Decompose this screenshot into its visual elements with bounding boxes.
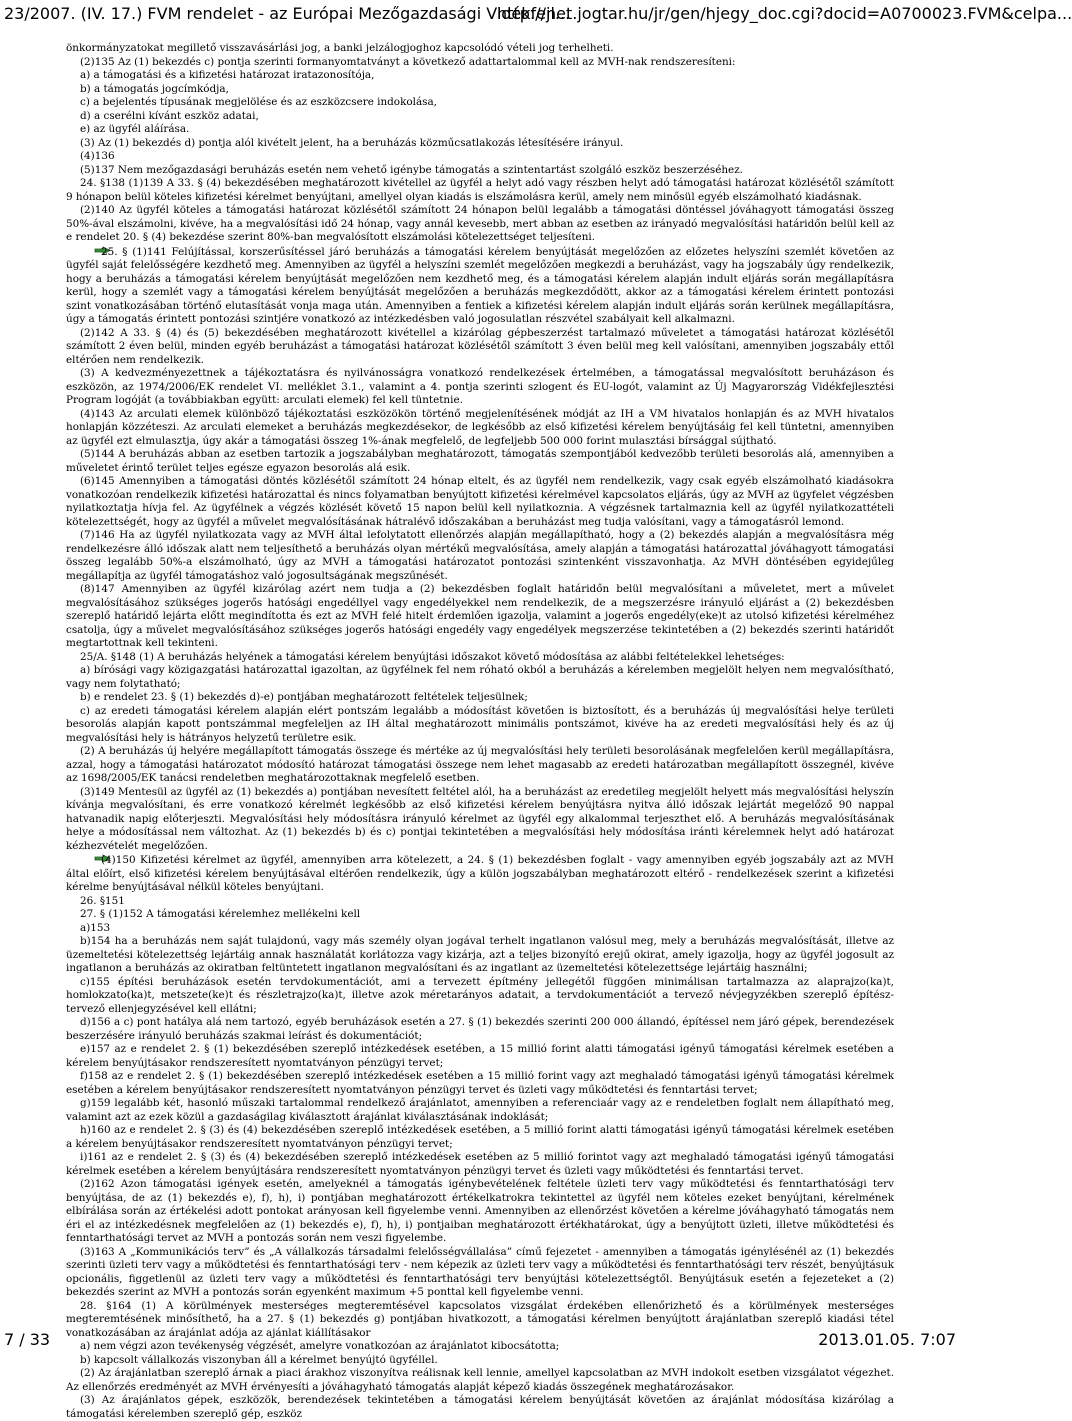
paragraph-text: e)157 az e rendelet 2. § (1) bekezdésében szereplő intézkedések esetében, a 15 millió forint alatti támogatási igényű támogatási kérelmek esetében a kérelem benyújtásakor rendszeresített nyomtatványon pénzügyi tervet;	[66, 1043, 894, 1069]
paragraph	[66, 1178, 894, 1246]
paragraph	[66, 367, 894, 408]
pointing-hand-icon[interactable]	[80, 853, 98, 864]
paragraph	[66, 408, 894, 449]
paragraph	[66, 745, 894, 786]
paragraph-text: (5)144 A beruházás abban az esetben tartozik a jogszabályban meghatározott, támogatás szempontjából kedvezőbb területi besorolás alá, amennyiben a műveletet érintő terület teljes egésze egyazon besorolás alá esik.	[66, 448, 894, 474]
paragraph-text: (3) A kedvezményezettnek a tájékoztatásra és nyilvánosságra vonatkozó rendelkezések értelmében, a támogatással megvalósított beruházáson és eszközön, az 1974/2006/EK rendelet VI. melléklet 3.1., valamint a 4. pontja szerinti szlogent és EU-logót, valamint az Új Magyarország Vidékfejlesztési Program logóját (a továbbiakban együtt: arculati elemek) fel kell tüntetnie.	[66, 367, 894, 406]
paragraph	[66, 1070, 894, 1097]
browser-print-footer	[0, 1324, 960, 1356]
paragraph-text: (4)143 Az arculati elemek különböző tájékoztatási eszközökön történő megjelenítésének módját az IH a VM hivatalos honlapján és az MVH hivatalos honlapján közzéteszi. Az arculati elemeket a beruházás megkezdésekor, de legkésőbb az első kifizetési kérelem benyújtásáig fel kell tüntetni, amennyiben az ügyfél ezt elmulasztja, úgy akár a támogatási összeg 1%-ának megfelelő, de legfeljebb 500 000 forint mulasztási bírsággal sújtható.	[66, 407, 894, 447]
paragraph-text: a) a támogatási és a kifizetési határozat iratazonosítója,	[80, 69, 375, 81]
paragraph-text: a) nem végzi azon tevékenység végzését, amelyre vonatkozóan az árajánlatot kibocsátotta;	[80, 1340, 560, 1352]
paragraph	[66, 691, 894, 705]
paragraph-text: (8)147 Amennyiben az ügyfél kizárólag azért nem tudja a (2) bekezdésben foglalt határidőn belül megvalósítani a műveletet, mert a művelet megvalósításához szükséges jogerős hatósági engedéllyel vagy engedélyekkel nem rendelkezik, de a megszerzésre irányuló eljárást a (2) bekezdésben szereplő határidő lejárta előtt megindította és ezt az MVH felé hitelt érdemlően igazolja, valamint a jogerős engedély(eke)t az utolsó kifizetési kérelméhez csatolja, úgy a művelet megvalósításához szükséges jogerős hatósági engedély vagy engedélyek megszerzése tekintetében a (2) bekezdés szerinti határidőt megtartottnak kell tekinteni.	[66, 583, 894, 649]
paragraph-text: (2) A beruházás új helyére megállapított támogatás összege és mértéke az új megvalósítási hely területi besorolásának megfelelően kerül megállapításra, azzal, hogy a támogatási határozatot módosító határozat támogatási összege nem lehet magasabb az eredeti határozatban megállapított összegnél, kivéve az 1698/2005/EK tanácsi rendeletben meghatározottaknak megfelelő esetben.	[66, 745, 894, 784]
paragraph	[66, 786, 894, 854]
paragraph	[66, 1367, 894, 1394]
print-date: 2013.01.05. 7:07	[818, 1330, 956, 1349]
paragraph	[66, 123, 894, 137]
paragraph-text: 28. §164 (1) A körülmények mesterséges megteremtésével kapcsolatos vizsgálat érdekében ellenőrizhető és a körülmények mesterséges megteremtésének minősíthető, ha a 27. § (1) bekezdés g) pontjában hivatkozott, a támogatási kérelmen benyújtott árajánlatban szereplő kiadási tétel vonatkozásában az árajánlat adója az ajánlat kiállításakor	[66, 1299, 894, 1339]
paragraph-text: b)154 ha a beruházás nem saját tulajdonú, vagy más személy olyan jogával terhelt ingatlanon valósul meg, mely a beruházás megvalósítását, illetve az üzemeltetési kötelezettség lejártáig annak használatát korlátozza vagy kizárja, azt a teljes bizonyító erejű okirat, amely igazolja, hogy az ügyfél jogosult az ingatlanon a beruházás az okiratban feltüntetett ingatlanon megvalósítani és az ingatlant az üzemeltetési kötelezettsége lejártáig használni;	[66, 935, 894, 974]
paragraph	[66, 150, 894, 164]
paragraph-text: i)161 az e rendelet 2. § (3) és (4) bekezdésében szereplő intézkedések esetében az 5 millió forintot vagy azt meghaladó támogatási igényű támogatási kérelmek esetében a kérelem benyújtására rendszeresített nyomtatványon pénzügyi tervet és üzleti vagy működtetési és fenntartási tervet.	[66, 1151, 894, 1177]
paragraph-text: d)156 a c) pont hatálya alá nem tartozó, egyéb beruházások esetén a 27. § (1) bekezdés szerinti 200 000 állandó, építéssel nem járó gépek, berendezések beszerzésére irányuló beruházás szakmai leírást és dokumentációt;	[66, 1016, 894, 1042]
paragraph-text: (3)163 A „Kommunikációs terv” és „A vállalkozás társadalmi felelősségvállalása” című fejezetet - amennyiben a támogatás igénylésénél az (1) bekezdés szerinti üzleti terv vagy a működtetési és fenntarthatósági terv - nem képezik az üzleti terv vagy a működtetési és fenntarthatósági terv részét, benyújtásuk opcionális, figgetlenül az üzleti terv vagy a működtetési és fenntarthatósági terv benyújtási kötelezettségtől. Benyújtásuk esetén a fejezeteket a (2) bekezdés szerint az MVH a pontozás során egyenként maximum +5 ponttal kell figyelembe venni.	[66, 1245, 894, 1298]
paragraph	[66, 42, 894, 56]
paragraph-text: 27. § (1)152 A támogatási kérelemhez mellékelni kell	[80, 908, 361, 920]
paragraph	[66, 96, 894, 110]
paragraph-text: 26. §151	[80, 894, 125, 907]
paragraph-text: (7)146 Ha az ügyfél nyilatkozata vagy az MVH által lefolytatott ellenőrzés alapján megállapítható, hogy a (2) bekezdés alapján a megvalósításra még rendelkezésre álló időszak alatt nem teljesíthető a beruházás olyan mértékű megvalósítása, amely alapján a támogatási határozattal jóváhagyott támogatási összeg legalább 50%-a elszámolható, úgy az MVH a támogatási határozatot pontozási szintenként visszavonhatja. Az MVH döntésében egyidejűleg megállapítja az ügyfél támogatáshoz való jogosultságának megszűnését.	[66, 529, 894, 582]
paragraph-text: önkormányzatokat megillető visszavásárlási jog, a banki jelzálogjoghoz kapcsolódó vételi jog terhelheti.	[66, 42, 614, 54]
paragraph	[66, 137, 894, 151]
paragraph	[66, 651, 894, 665]
paragraph-text: (3) Az (1) bekezdés d) pontja alól kivételt jelent, ha a beruházás közműcsatlakozás létesítésére irányul.	[80, 136, 624, 149]
paragraph-text: (2)142 A 33. § (4) és (5) bekezdésében meghatározott kivétellel a kizárólag gépbeszerzést tartalmazó műveletet a támogatási határozat közlésétől számított 2 éven belül, minden egyéb beruházást a támogatási határozat közlésétől számított 3 éven belül meg kell valósítani, amennyiben jogszabály ettől eltérően nem rendelkezik.	[66, 326, 894, 366]
paragraph-text: b) e rendelet 23. § (1) bekezdés d)-e) pontjában meghatározott feltételek teljesülnek;	[80, 691, 528, 703]
paragraph-text: (5)137 Nem mezőgazdasági beruházás esetén nem vehető igénybe támogatás a szintentartást szolgáló eszköz beszerzéséhez.	[80, 163, 743, 176]
paragraph	[66, 83, 894, 97]
paragraph-text: 25/A. §148 (1) A beruházás helyének a támogatási kérelem benyújtási időszakot követő módosítása az alábbi feltételekkel lehetséges:	[80, 650, 785, 663]
paragraph	[66, 895, 894, 909]
paragraph	[66, 664, 894, 691]
paragraph	[66, 1246, 894, 1300]
paragraph-text: (2) Az árajánlatban szereplő árnak a piaci árakhoz viszonyítva reálisnak kell lennie, amellyel kapcsolatban az MVH indokolt esetben vizsgálatot végezhet. Az ellenőrzés eredményét az MVH érvényesíti a jóváhagyható támogatás alapját képező kiadás összegének meghatározásakor.	[66, 1367, 894, 1393]
paragraph	[66, 908, 894, 922]
paragraph-text: (4)150 Kifizetési kérelmet az ügyfél, amennyiben arra kötelezett, a 24. § (1) bekezdésben foglalt - vagy amennyiben egyéb jogszabály azt az MVH által előírt, első kifizetési kérelem benyújtásával eltérően rendelkezik, úgy a külön jogszabályban meghatározott eltérő - rendelkezések szerint a kifizetési kérelme benyújtásával nélkül köteles benyújtani.	[66, 854, 894, 893]
paragraph	[66, 1394, 894, 1421]
paragraph-text: b) a támogatás jogcímkódja,	[80, 82, 229, 95]
paragraph-text: c)155 építési beruházások esetén tervdokumentációt, ami a tervezett építmény jellegétől függően minimálisan tartalmazza az alaprajzo(ka)t, homlokzato(ka)t, metszete(ke)t és részletrajzo(ka)t, illetve azok méretarányos adatait, a tervdokumentációt a tervező névjegyzékben szereplő építész-tervező ellenjegyzésével kell ellátni;	[66, 975, 894, 1015]
paragraph-text: (2)135 Az (1) bekezdés c) pontja szerinti formanyomtatványt a következő adattartalommal kell az MVH-nak rendszeresíteni:	[80, 55, 736, 68]
paragraph-text: f)158 az e rendelet 2. § (1) bekezdésében szereplő intézkedések esetében a 15 millió forint vagy azt meghaladó támogatási igényű támogatási kérelmek esetében a kérelem benyújtásakor rendszeresített nyomtatványon pénzügyi tervet és üzleti vagy működtetési és fenntartási tervet;	[66, 1070, 894, 1096]
paragraph	[66, 164, 894, 178]
paragraph	[66, 1016, 894, 1043]
pointing-hand-icon[interactable]	[80, 245, 98, 256]
paragraph-text: (3) Az árajánlatos gépek, eszközök, berendezések tekintetében a támogatási kérelem benyújtását követően az árajánlat módosítása kizárólag a támogatási kérelemben szereplő gép, eszköz	[66, 1394, 894, 1420]
paragraph	[66, 475, 894, 529]
paragraph-text: (2)162 Azon támogatási igények esetén, amelyeknél a támogatás igénybevételének feltétele üzleti terv vagy működtetési és fenntarthatósági terv benyújtása, de az (1) bekezdés e), f), h), i) pontjában meghatározott értékelkatrokra tekintettel az ügyfél nem köteles ezeket benyújtani, kérelmének elbírálása során az értékelési adott pontokat arányosan kell figyelembe venni. Amennyiben az ellenőrzést követően a kérelme jóváhagyható támogatás nem éri el az intézkedésnek megfelelően az (1) bekezdés e), f), h), i) pontjaiban meghatározott értékhatárokat, úgy a benyújtott üzleti, illetve működtetési és fenntarthatósági tervet az MVH a pontozás során nem veszi figyelembe.	[66, 1178, 894, 1244]
paragraph-text: (2)140 Az ügyfél köteles a támogatási határozat közlésétől számított 24 hónapon belül legalább a támogatási döntéssel jóváhagyott támogatási összeg 50%-ával elszámolni, kivéve, ha a megvalósítási idő 24 hónap, vagy annál kevesebb, mert abban az esetben az irányadó megvalósítási határidőn belül kell az e rendelet 20. § (4) bekezdése szerint 80%-ban megvalósított elszámolási kötelezettséget teljesíteni.	[66, 204, 894, 243]
document-title: 23/2007. (IV. 17.) FVM rendelet - az Európai Mezőgazdasági Vidékfejl...	[4, 4, 571, 23]
paragraph	[66, 448, 894, 475]
paragraph	[66, 56, 894, 70]
paragraph	[66, 1124, 894, 1151]
paragraph	[66, 327, 894, 368]
paragraph	[66, 69, 894, 83]
browser-print-header	[0, 0, 1072, 28]
paragraph	[66, 529, 894, 583]
paragraph-text: g)159 legalább két, hasonló műszaki tartalommal rendelkező árajánlatot, amennyiben a referenciaár vagy az e rendeletben foglalt nem állapítható meg, valamint azt az ezek közül a gazdaságilag kiválasztott árajánlat kiválasztásának indoklását;	[66, 1097, 894, 1123]
paragraph-text: c) a bejelentés típusának megjelölése és az eszközcsere indokolása,	[80, 96, 437, 108]
paragraph	[66, 922, 894, 936]
paragraph	[66, 705, 894, 746]
paragraph-text: 24. §138 (1)139 A 33. § (4) bekezdésében meghatározott kivétellel az ügyfél a helyt adó vagy részben helyt adó támogatási határozat közlésétől számított 9 hónapon belül köteles kifizetési kérelmet benyújtani, amellyel olyan kiadás is elszámolásra kerül, amely nem minősül egyéb elszámolható kiadásnak.	[66, 177, 894, 203]
page-number: 7 / 33	[4, 1330, 51, 1349]
paragraph	[66, 245, 894, 327]
paragraph-text: (3)149 Mentesül az ügyfél az (1) bekezdés a) pontjában nevesített feltétel alól, ha a beruházást az eredetileg megjelölt helyett más megvalósítási helyszín kívánja megvalósítani, és erre vonatkozó kérelmét legkésőbb az első kifizetési kérelem benyújtásra nyitva álló időszak lejártát megelőző 90 nappal hatvanadik napig előterjeszti. Megvalósítási hely módosításra irányuló kérelmet az ügyfél egy alkalommal terjeszthet elő. A beruházás megvalósításának helye a módosítással nem változhat. Az (1) bekezdés b) és c) pontjai tekintetében a megvalósítási hely módosítása iránti kérelemnek helyt adó határozat kézhezvételét megelőzően.	[66, 785, 894, 852]
paragraph-text: b) kapcsolt vállalkozás viszonyban áll a kérelmet benyújtó ügyféllel.	[80, 1353, 438, 1366]
paragraph	[66, 583, 894, 651]
paragraph-text: a) bírósági vagy közigazgatási határozattal igazoltan, az ügyfélnek fel nem róható okból a beruházás a kérelemben megjelölt helyen nem megvalósítható, vagy nem folytatható;	[66, 664, 894, 690]
paragraph	[66, 204, 894, 245]
paragraph	[66, 853, 894, 895]
paragraph-text: d) a cserélni kívánt eszköz adatai,	[80, 109, 259, 122]
paragraph-text: a)153	[80, 921, 111, 934]
paragraph	[66, 976, 894, 1017]
paragraph	[66, 1043, 894, 1070]
paragraph-text: h)160 az e rendelet 2. § (3) és (4) bekezdésében szereplő intézkedések esetében, a 5 millió forint alatti támogatási igényű támogatási kérelmek esetében a kérelem benyújtásakor rendszeresített nyomtatványon pénzügyi tervet;	[66, 1124, 894, 1150]
paragraph	[66, 1097, 894, 1124]
paragraph-text: (6)145 Amennyiben a támogatási döntés közlésétől számított 24 hónap eltelt, és az ügyfél nem rendelkezik, vagy csak egyéb elszámolható kiadásokra vonatkozóan rendelkezik kifizetési határozattal és nincs folyamatban benyújtott kifizetési kérelmével kapcsolatos eljárás, úgy az MVH az ügyfelet végzésben nyilatkoztatja hívja fel. Az ügyfélnek a végzés közlését követő 15 napon belül kell nyilatkoznia. A végzésnek tartalmaznia kell az ügyfél nyilatkozattételi kötelezettségét, hogy az ügyfél a művelet megvalósításának hátralévő időszakában a beruházást meg tudja valósítani, vagy a támogatásról lemond.	[66, 475, 894, 528]
paragraph-text: 25. § (1)141 Felújítással, korszerűsítéssel járó beruházás a támogatási kérelem benyújtását megelőzően az előzetes helyszíni szemlét követően az ügyfél saját felelősségére kezdhető meg. Amennyiben az ügyfél a helyszíni szemlét megelőzően megkezdi a beruházást, vagy ha jogszabály úgy rendelkezik, hogy a beruházás a támogatási kérelem benyújtását megelőzően nem kezdhető meg, és a támogatási kérelem alapján indult eljárás során megállapításra kerül, hogy a szemlét vagy a támogatási kérelem benyújtását megelőzően a beruházás megkezdődött, akkor az a támogatási kérelem érintett pontozási szint vonatkozásában történő elutasítását vonja maga után. Amennyiben a fentiek a kifizetési kérelem alapján indult eljárás során kerülnek megállapításra, úgy a támogatás érintett pontozási szintjére vonatkozó az intézkedésben való jogosulatlan részvétel szabályait kell alkalmazni.	[66, 245, 894, 325]
paragraph-text: e) az ügyfél aláírása.	[80, 123, 190, 135]
paragraph	[66, 935, 894, 976]
paragraph	[66, 110, 894, 124]
document-url: http://net.jogtar.hu/jr/gen/hjegy_doc.cgi?docid=A0700023.FVM&celpa...	[497, 4, 1072, 23]
paragraph-text: c) az eredeti támogatási kérelem alapján elért pontszám legalább a módosítást követően is biztosított, és a beruházás új megvalósítási helye területi besorolás alapján kapott pontszámmal megfeleljen az IH által meghatározott minimális pontszámot, kivéve ha az eredeti megvalósítási hely és az új megvalósítási hely is hátrányos helyzetű területre esik.	[66, 704, 894, 744]
paragraph	[66, 177, 894, 204]
paragraph-text: (4)136	[80, 150, 115, 162]
paragraph	[66, 1151, 894, 1178]
